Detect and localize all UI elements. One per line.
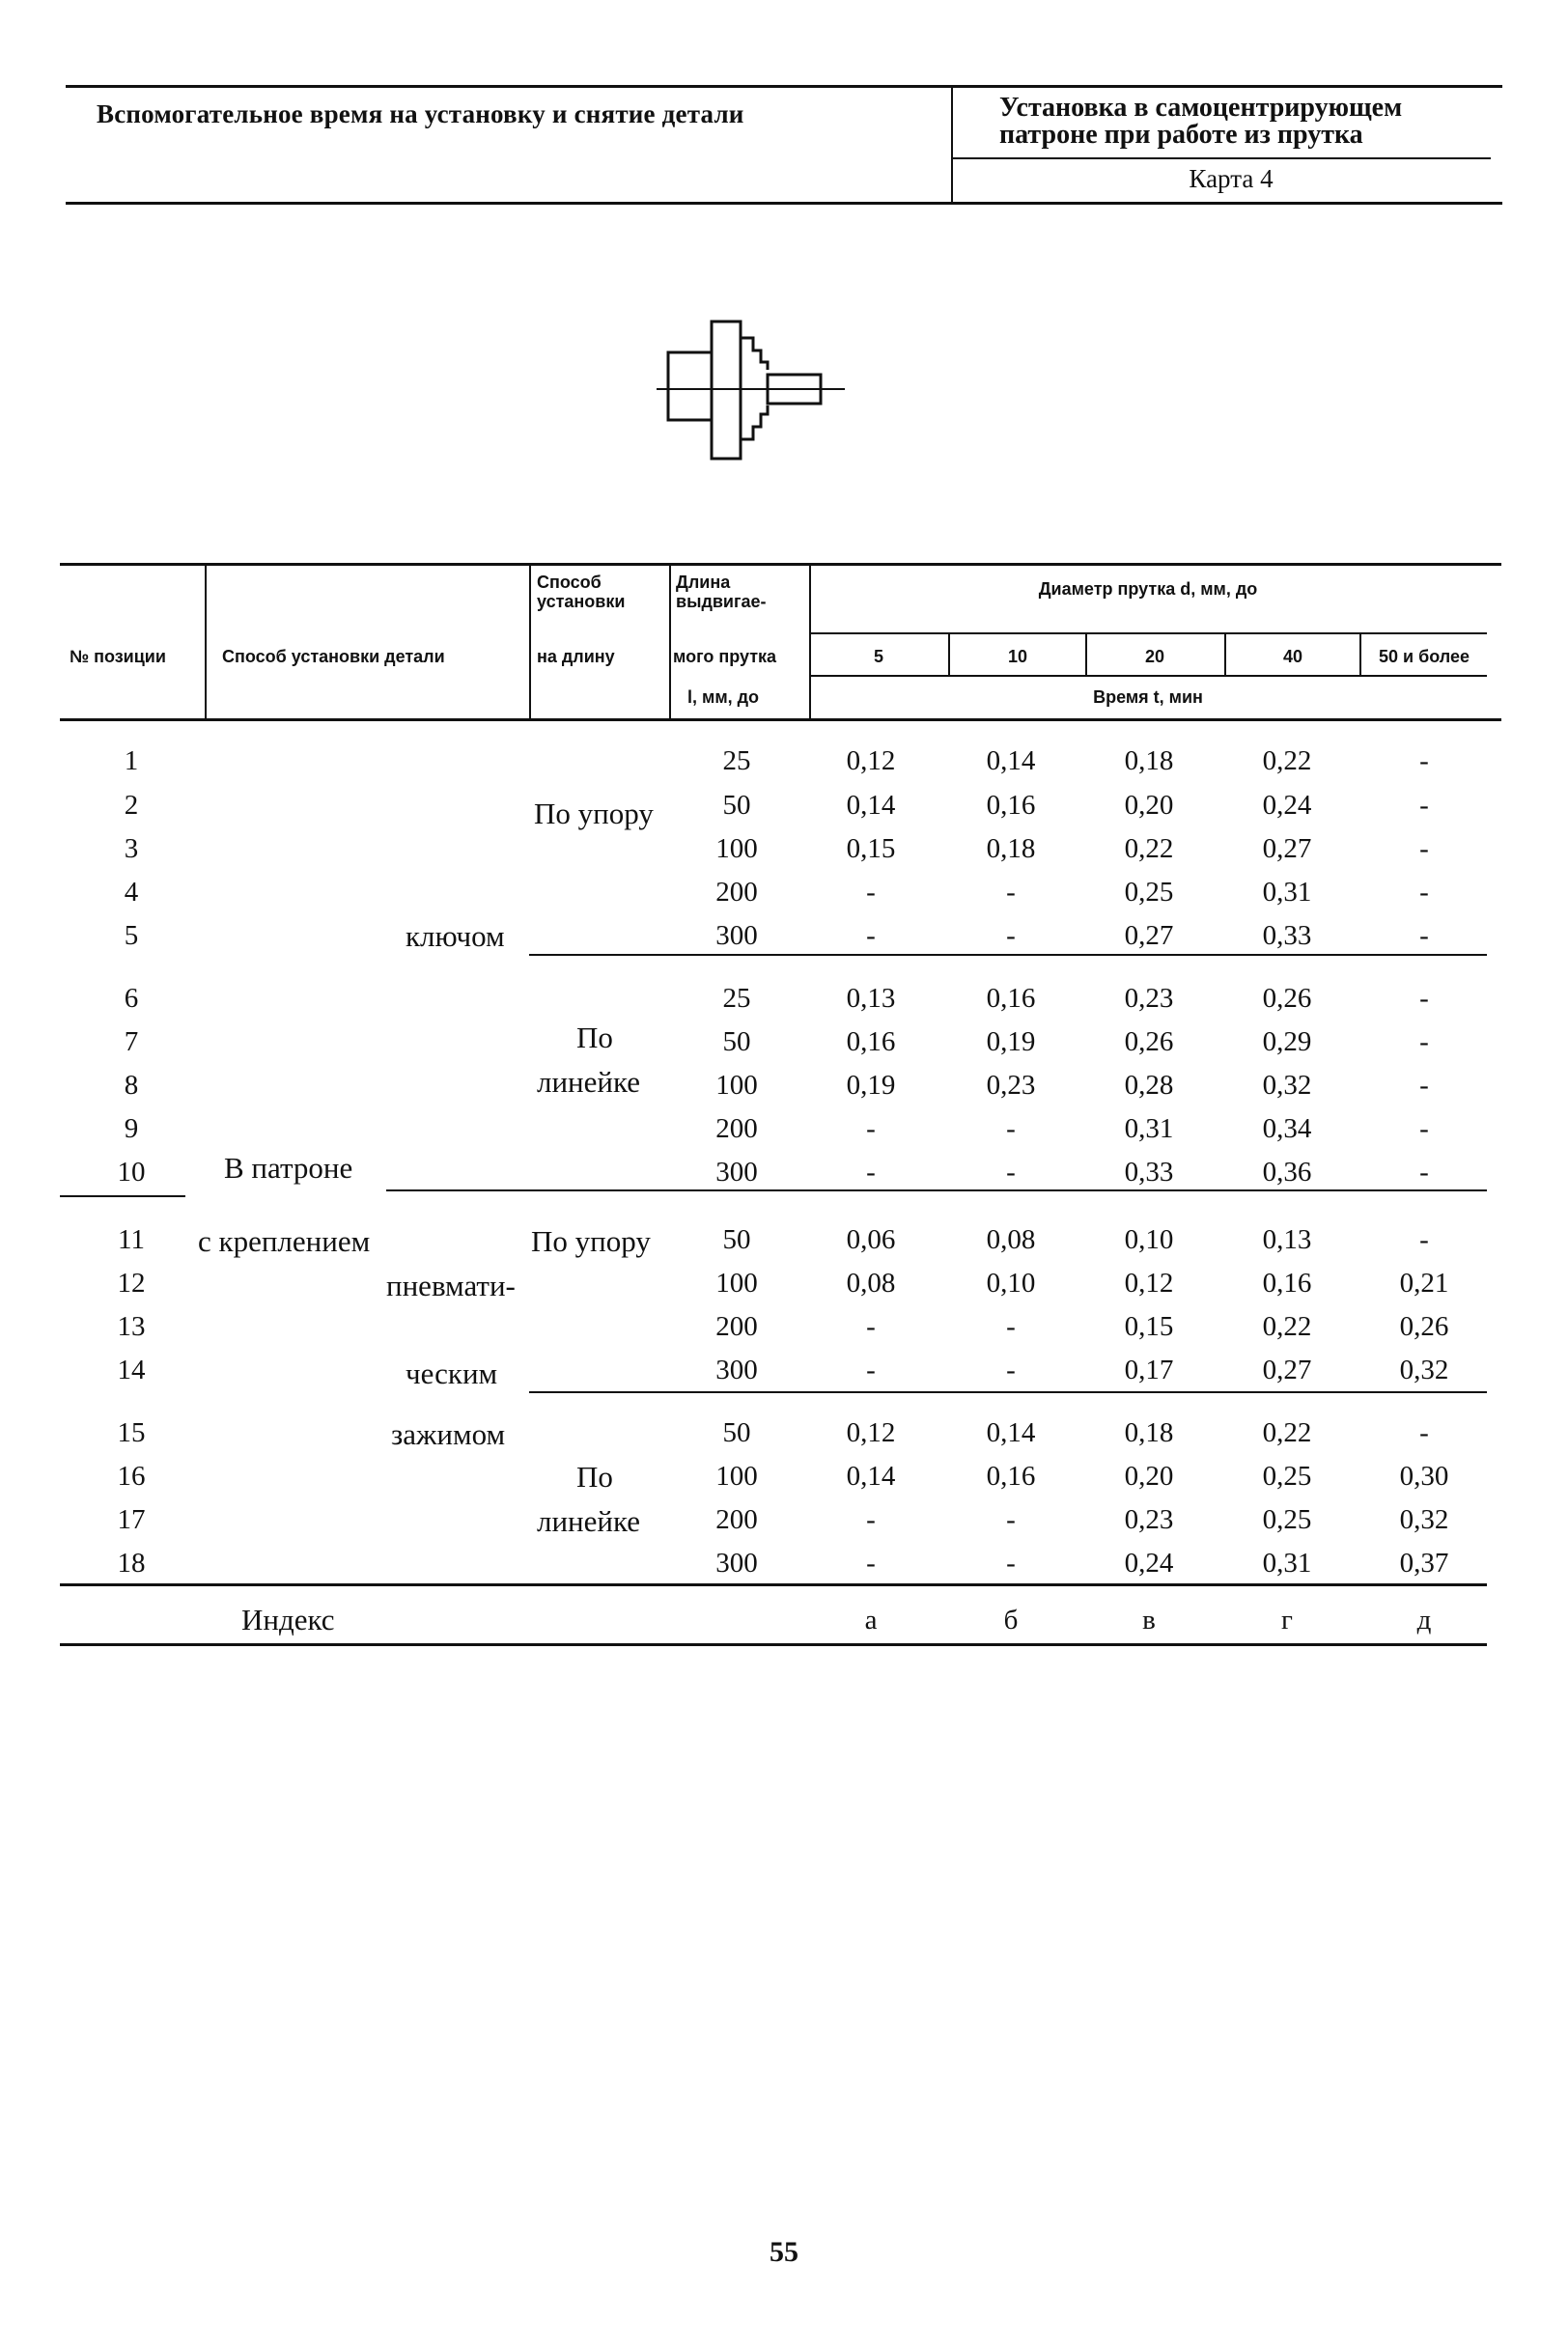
time-cell: 0,23 [986, 1070, 1036, 1101]
row-position: 9 [124, 1113, 139, 1144]
col-header-dia-40: 40 [1282, 647, 1303, 666]
col-header-dia-50: 50 и более [1379, 647, 1470, 666]
row-position: 11 [118, 1224, 145, 1255]
time-cell: 0,16 [986, 790, 1036, 821]
time-cell: 0,15 [1124, 1311, 1174, 1342]
time-cell: 0,34 [1262, 1113, 1312, 1144]
time-cell: 0,14 [986, 1417, 1036, 1448]
row-length: 50 [722, 790, 751, 821]
time-cell: 0,20 [1124, 1461, 1174, 1492]
time-cell: - [1419, 1224, 1429, 1255]
time-cell: - [1419, 833, 1429, 864]
row-position: 16 [117, 1461, 146, 1492]
row-length: 100 [715, 833, 758, 864]
time-cell: - [1419, 1070, 1429, 1101]
time-cell: - [866, 1355, 876, 1385]
time-cell: 0,32 [1399, 1355, 1449, 1385]
index-value: б [1003, 1605, 1019, 1636]
col-header-dia-10: 10 [1007, 647, 1028, 666]
time-cell: 0,13 [846, 983, 896, 1014]
time-rule [809, 675, 1487, 677]
time-cell: - [1419, 745, 1429, 776]
col-header-method-length-1: Способ установки [537, 573, 626, 611]
time-cell: 0,18 [1124, 745, 1174, 776]
label-po-lineyke-2a: По [576, 1460, 613, 1494]
time-cell: - [1419, 790, 1429, 821]
index-value: д [1416, 1605, 1432, 1636]
time-cell: 0,31 [1262, 877, 1312, 908]
time-cell: - [866, 877, 876, 908]
time-cell: 0,10 [986, 1268, 1036, 1299]
time-cell: 0,22 [1262, 745, 1312, 776]
row-position: 17 [117, 1504, 146, 1535]
col-header-length-1: Длина выдвигае- [676, 573, 767, 611]
time-cell: - [866, 1311, 876, 1342]
time-cell: 0,23 [1124, 983, 1174, 1014]
time-cell: 0,12 [846, 745, 896, 776]
time-cell: 0,10 [1124, 1224, 1174, 1255]
time-cell: 0,25 [1124, 877, 1174, 908]
time-cell: - [866, 1504, 876, 1535]
row-position: 2 [124, 790, 139, 821]
time-cell: - [1419, 983, 1429, 1014]
time-cell: 0,14 [846, 1461, 896, 1492]
time-cell: 0,18 [986, 833, 1036, 864]
label-v-patrone: В патроне [224, 1151, 353, 1185]
index-value: в [1142, 1605, 1156, 1636]
row-length: 50 [722, 1026, 751, 1057]
header-right-rule [953, 157, 1491, 159]
time-cell: 0,19 [986, 1026, 1036, 1057]
time-cell: 0,28 [1124, 1070, 1174, 1101]
label-zazhimom: зажимом [391, 1417, 506, 1451]
col-header-length-3: l, мм, до [687, 687, 760, 707]
group-rule-2a [60, 1195, 185, 1197]
time-cell: 0,06 [846, 1224, 896, 1255]
row-length: 100 [715, 1268, 758, 1299]
row-position: 3 [124, 833, 139, 864]
time-cell: 0,33 [1262, 920, 1312, 951]
time-cell: 0,14 [986, 745, 1036, 776]
time-cell: 0,31 [1262, 1548, 1312, 1579]
time-cell: 0,23 [1124, 1504, 1174, 1535]
time-cell: 0,12 [1124, 1268, 1174, 1299]
time-cell: 0,26 [1124, 1026, 1174, 1057]
index-label: Индекс [241, 1603, 335, 1636]
time-cell: 0,17 [1124, 1355, 1174, 1385]
col-divider-1 [205, 565, 207, 719]
row-position: 18 [117, 1548, 146, 1579]
time-cell: 0,30 [1399, 1461, 1449, 1492]
label-po-uporu-2: По упору [531, 1224, 651, 1258]
time-cell: 0,36 [1262, 1157, 1312, 1188]
time-cell: - [1006, 1157, 1016, 1188]
label-po-lineyke-2b: линейке [537, 1504, 641, 1538]
time-cell: - [1006, 1311, 1016, 1342]
time-cell: 0,24 [1262, 790, 1312, 821]
header-left-title: Вспомогательное время на установку и снятие детали [97, 99, 744, 128]
time-cell: - [1419, 877, 1429, 908]
time-cell: 0,32 [1262, 1070, 1312, 1101]
time-cell: 0,22 [1124, 833, 1174, 864]
header-top-rule [66, 85, 1502, 88]
time-cell: 0,26 [1262, 983, 1312, 1014]
table-top-rule [60, 563, 1501, 566]
label-s-krepleniem: с креплением [198, 1224, 371, 1258]
time-cell: 0,20 [1124, 790, 1174, 821]
time-cell: 0,16 [986, 983, 1036, 1014]
card-number: Карта 4 [1189, 164, 1274, 193]
header-right-title: Установка в самоцентрирующем патроне при работе из прутка [999, 93, 1403, 150]
row-length: 300 [715, 1355, 758, 1385]
label-cheskim: ческим [406, 1356, 498, 1390]
row-length: 200 [715, 1113, 758, 1144]
time-cell: 0,27 [1262, 1355, 1312, 1385]
time-cell: - [866, 1157, 876, 1188]
row-position: 8 [124, 1070, 139, 1101]
time-cell: 0,25 [1262, 1461, 1312, 1492]
label-klyuchom: ключом [406, 919, 505, 953]
time-cell: - [1419, 1417, 1429, 1448]
time-cell: - [1419, 1026, 1429, 1057]
row-length: 200 [715, 1311, 758, 1342]
row-length: 300 [715, 1548, 758, 1579]
row-position: 14 [117, 1355, 146, 1385]
time-cell: 0,16 [1262, 1268, 1312, 1299]
row-position: 13 [117, 1311, 146, 1342]
row-length: 50 [722, 1417, 751, 1448]
row-position: 5 [124, 920, 139, 951]
row-position: 1 [124, 745, 139, 776]
time-cell: 0,32 [1399, 1504, 1449, 1535]
time-cell: - [1006, 1504, 1016, 1535]
time-cell: 0,13 [1262, 1224, 1312, 1255]
time-cell: 0,33 [1124, 1157, 1174, 1188]
time-cell: 0,27 [1124, 920, 1174, 951]
time-cell: - [866, 920, 876, 951]
time-cell: 0,14 [846, 790, 896, 821]
time-cell: 0,16 [986, 1461, 1036, 1492]
time-cell: - [1419, 1113, 1429, 1144]
col-header-position: № позиции [70, 647, 166, 666]
col-divider-3 [669, 565, 671, 719]
time-cell: 0,25 [1262, 1504, 1312, 1535]
time-cell: 0,27 [1262, 833, 1312, 864]
row-length: 200 [715, 877, 758, 908]
table-end-rule [60, 1583, 1487, 1586]
row-length: 25 [722, 983, 751, 1014]
page-number: 55 [770, 2236, 798, 2268]
time-cell: - [1419, 1157, 1429, 1188]
header-end-rule [60, 718, 1501, 721]
label-pnevmati: пневмати- [386, 1269, 516, 1302]
header-bottom-rule [66, 202, 1502, 205]
time-cell: 0,24 [1124, 1548, 1174, 1579]
time-cell: - [866, 1113, 876, 1144]
time-cell: 0,08 [846, 1268, 896, 1299]
row-position: 15 [117, 1417, 146, 1448]
row-length: 100 [715, 1070, 758, 1101]
time-cell: - [866, 1548, 876, 1579]
time-cell: 0,18 [1124, 1417, 1174, 1448]
col-header-diameter: Диаметр прутка d, мм, до [1038, 579, 1258, 599]
time-cell: 0,37 [1399, 1548, 1449, 1579]
time-cell: - [1006, 877, 1016, 908]
chuck-diagram-icon [657, 314, 850, 468]
group-rule-1 [529, 954, 1487, 956]
label-po-lineyke-1a: По [576, 1021, 613, 1054]
time-cell: - [1006, 1548, 1016, 1579]
col-header-length-2: мого прутка [673, 647, 777, 666]
row-length: 300 [715, 920, 758, 951]
index-rule [60, 1643, 1487, 1646]
header-divider [951, 85, 953, 204]
time-cell: 0,22 [1262, 1417, 1312, 1448]
group-rule-2b [386, 1189, 1487, 1191]
diameter-rule [809, 632, 1487, 634]
row-length: 25 [722, 745, 751, 776]
col-header-method-part: Способ установки детали [222, 647, 445, 666]
time-cell: 0,15 [846, 833, 896, 864]
time-cell: - [1006, 1113, 1016, 1144]
group-rule-3 [529, 1391, 1487, 1393]
label-po-lineyke-1b: линейке [537, 1065, 641, 1099]
label-po-uporu-1: По упору [534, 797, 654, 830]
col-header-dia-20: 20 [1144, 647, 1165, 666]
col-header-time: Время t, мин [1093, 687, 1203, 707]
index-value: г [1281, 1605, 1293, 1636]
row-length: 300 [715, 1157, 758, 1188]
time-cell: 0,21 [1399, 1268, 1449, 1299]
row-length: 50 [722, 1224, 751, 1255]
col-header-dia-5: 5 [873, 647, 883, 666]
time-cell: - [1419, 920, 1429, 951]
row-position: 10 [117, 1157, 146, 1188]
row-length: 100 [715, 1461, 758, 1492]
time-cell: 0,19 [846, 1070, 896, 1101]
row-position: 7 [124, 1026, 139, 1057]
time-cell: - [1006, 1355, 1016, 1385]
time-cell: - [1006, 920, 1016, 951]
time-cell: 0,29 [1262, 1026, 1312, 1057]
time-cell: 0,26 [1399, 1311, 1449, 1342]
time-cell: 0,12 [846, 1417, 896, 1448]
row-position: 4 [124, 877, 139, 908]
col-header-method-length-2: на длину [537, 647, 615, 666]
time-cell: 0,16 [846, 1026, 896, 1057]
col-divider-2 [529, 565, 531, 719]
row-position: 6 [124, 983, 139, 1014]
row-position: 12 [117, 1268, 146, 1299]
time-cell: 0,08 [986, 1224, 1036, 1255]
time-cell: 0,31 [1124, 1113, 1174, 1144]
row-length: 200 [715, 1504, 758, 1535]
index-value: а [864, 1605, 878, 1636]
time-cell: 0,22 [1262, 1311, 1312, 1342]
